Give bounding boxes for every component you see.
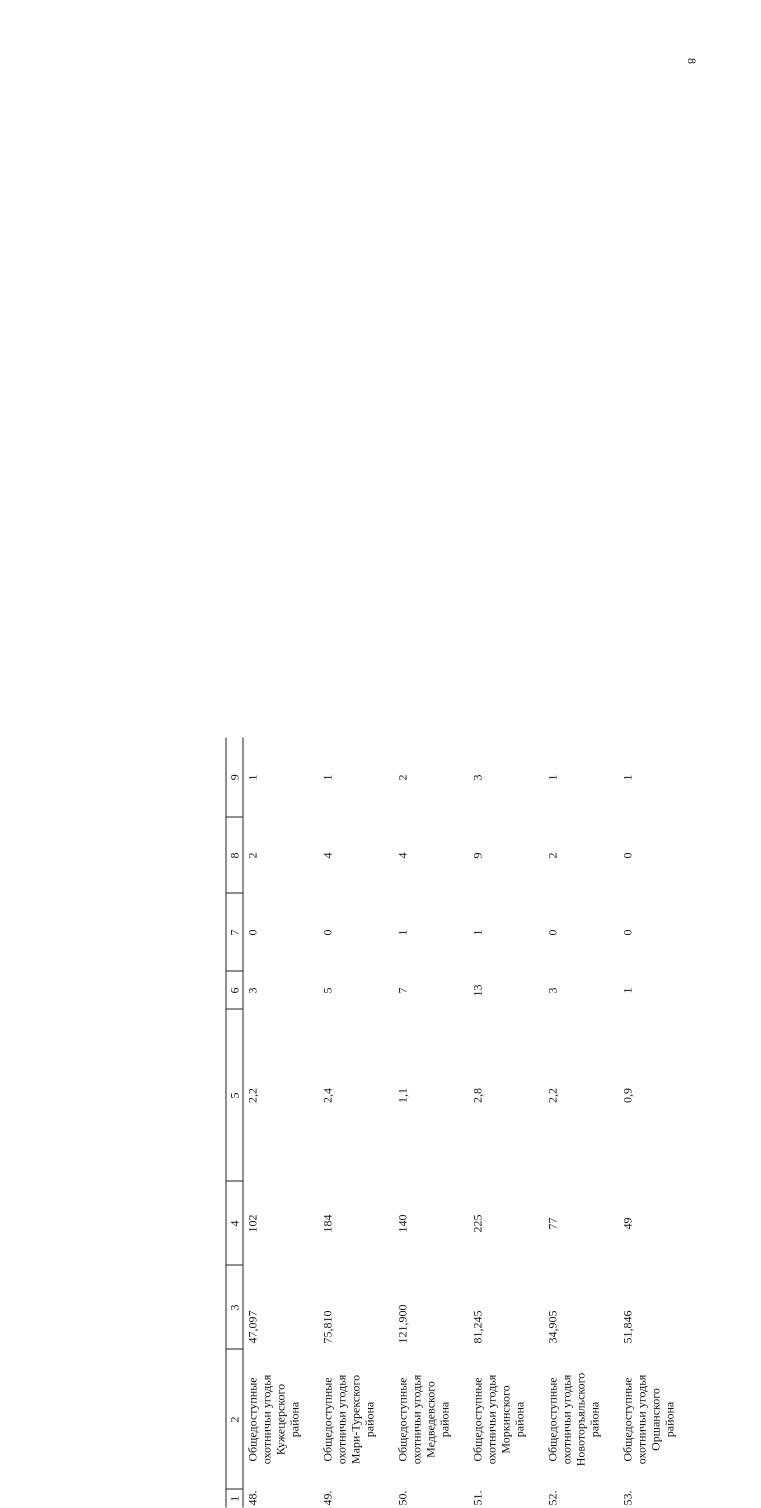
cell-col-9: 2 <box>395 774 410 781</box>
cell-col-8: 0 <box>620 852 635 859</box>
cell-col-3: 47,097 <box>245 1310 260 1344</box>
header-row <box>226 738 243 1508</box>
cell-col-7: 0 <box>620 929 635 936</box>
cell-col-4: 140 <box>395 1214 410 1233</box>
header-cell: 9 <box>226 738 243 818</box>
cell-col-4: 102 <box>245 1214 260 1233</box>
cell-col-4: 77 <box>545 1217 560 1230</box>
table-row <box>319 738 394 1508</box>
cell-col-3: 75,810 <box>320 1310 335 1344</box>
header-cell: 3 <box>226 1266 243 1350</box>
table-row <box>544 738 619 1508</box>
cell-col-9: 1 <box>320 774 335 781</box>
cell-col-6: 1 <box>620 987 635 994</box>
header-cell: 2 <box>226 1350 243 1490</box>
row-name: Общедоступные охотничьи угодья Медведевского района <box>395 1374 452 1465</box>
cell-col-3: 34,905 <box>545 1310 560 1344</box>
cell-col-3: 121,900 <box>395 1304 410 1344</box>
cell-col-6: 3 <box>245 987 260 994</box>
cell-col-4: 49 <box>620 1217 635 1230</box>
row-name: Общедоступные охотничьи угодья Мари-Турекского района <box>320 1374 377 1465</box>
cell-col-9: 1 <box>620 774 635 781</box>
rotated-table-sheet <box>226 738 761 1508</box>
cell-col-8: 4 <box>395 852 410 859</box>
row-name: Общедоступные охотничьи угодья Новоторъяльского района <box>545 1372 602 1467</box>
header-cell: 5 <box>226 1010 243 1182</box>
cell-col-5: 2,4 <box>320 1088 335 1103</box>
cell-col-8: 2 <box>545 852 560 859</box>
cell-col-5: 0,9 <box>620 1088 635 1103</box>
row-number: 51. <box>470 1490 485 1506</box>
cell-col-7: 1 <box>395 929 410 936</box>
row-number: 52. <box>545 1490 560 1506</box>
cell-col-7: 0 <box>545 929 560 936</box>
cell-col-6: 3 <box>545 987 560 994</box>
row-name: Общедоступные охотничьи угодья Кужецерского района <box>245 1374 302 1465</box>
cell-col-4: 225 <box>470 1214 485 1233</box>
header-cell: 1 <box>226 1490 243 1508</box>
row-name: Общедоступные охотничьи угодья Оршанского района <box>620 1374 677 1465</box>
header-cell: 4 <box>226 1182 243 1266</box>
cell-col-8: 4 <box>320 852 335 859</box>
cell-col-5: 2,2 <box>245 1088 260 1103</box>
hunting-grounds-table <box>226 738 723 1508</box>
cell-col-5: 2,2 <box>545 1088 560 1103</box>
cell-col-7: 0 <box>320 929 335 936</box>
row-number: 49. <box>320 1490 335 1506</box>
cell-col-9: 3 <box>470 774 485 781</box>
cell-col-5: 1,1 <box>395 1088 410 1103</box>
header-cell: 6 <box>226 972 243 1010</box>
header-cell: 8 <box>226 818 243 894</box>
header-cell: 7 <box>226 894 243 972</box>
row-number: 48. <box>245 1490 260 1506</box>
cell-col-6: 5 <box>320 987 335 994</box>
cell-col-9: 1 <box>545 774 560 781</box>
row-name: Общедоступные охотничьи угодья Моркинского района <box>470 1374 527 1465</box>
cell-col-4: 184 <box>320 1214 335 1233</box>
cell-col-8: 2 <box>245 852 260 859</box>
cell-col-7: 1 <box>470 929 485 936</box>
cell-col-3: 51,846 <box>620 1310 635 1344</box>
table-row <box>243 738 319 1508</box>
cell-col-8: 9 <box>470 852 485 859</box>
page-number: 8 <box>685 58 699 64</box>
cell-col-7: 0 <box>245 929 260 936</box>
row-number: 50. <box>395 1490 410 1506</box>
table-row <box>394 738 469 1508</box>
cell-col-9: 1 <box>245 774 260 781</box>
cell-col-5: 2,8 <box>470 1088 485 1103</box>
row-number: 53. <box>620 1490 635 1506</box>
table-row <box>619 738 723 1508</box>
cell-col-3: 81,245 <box>470 1310 485 1344</box>
cell-col-6: 13 <box>470 984 485 997</box>
table-row <box>469 738 544 1508</box>
cell-col-6: 7 <box>395 987 410 994</box>
